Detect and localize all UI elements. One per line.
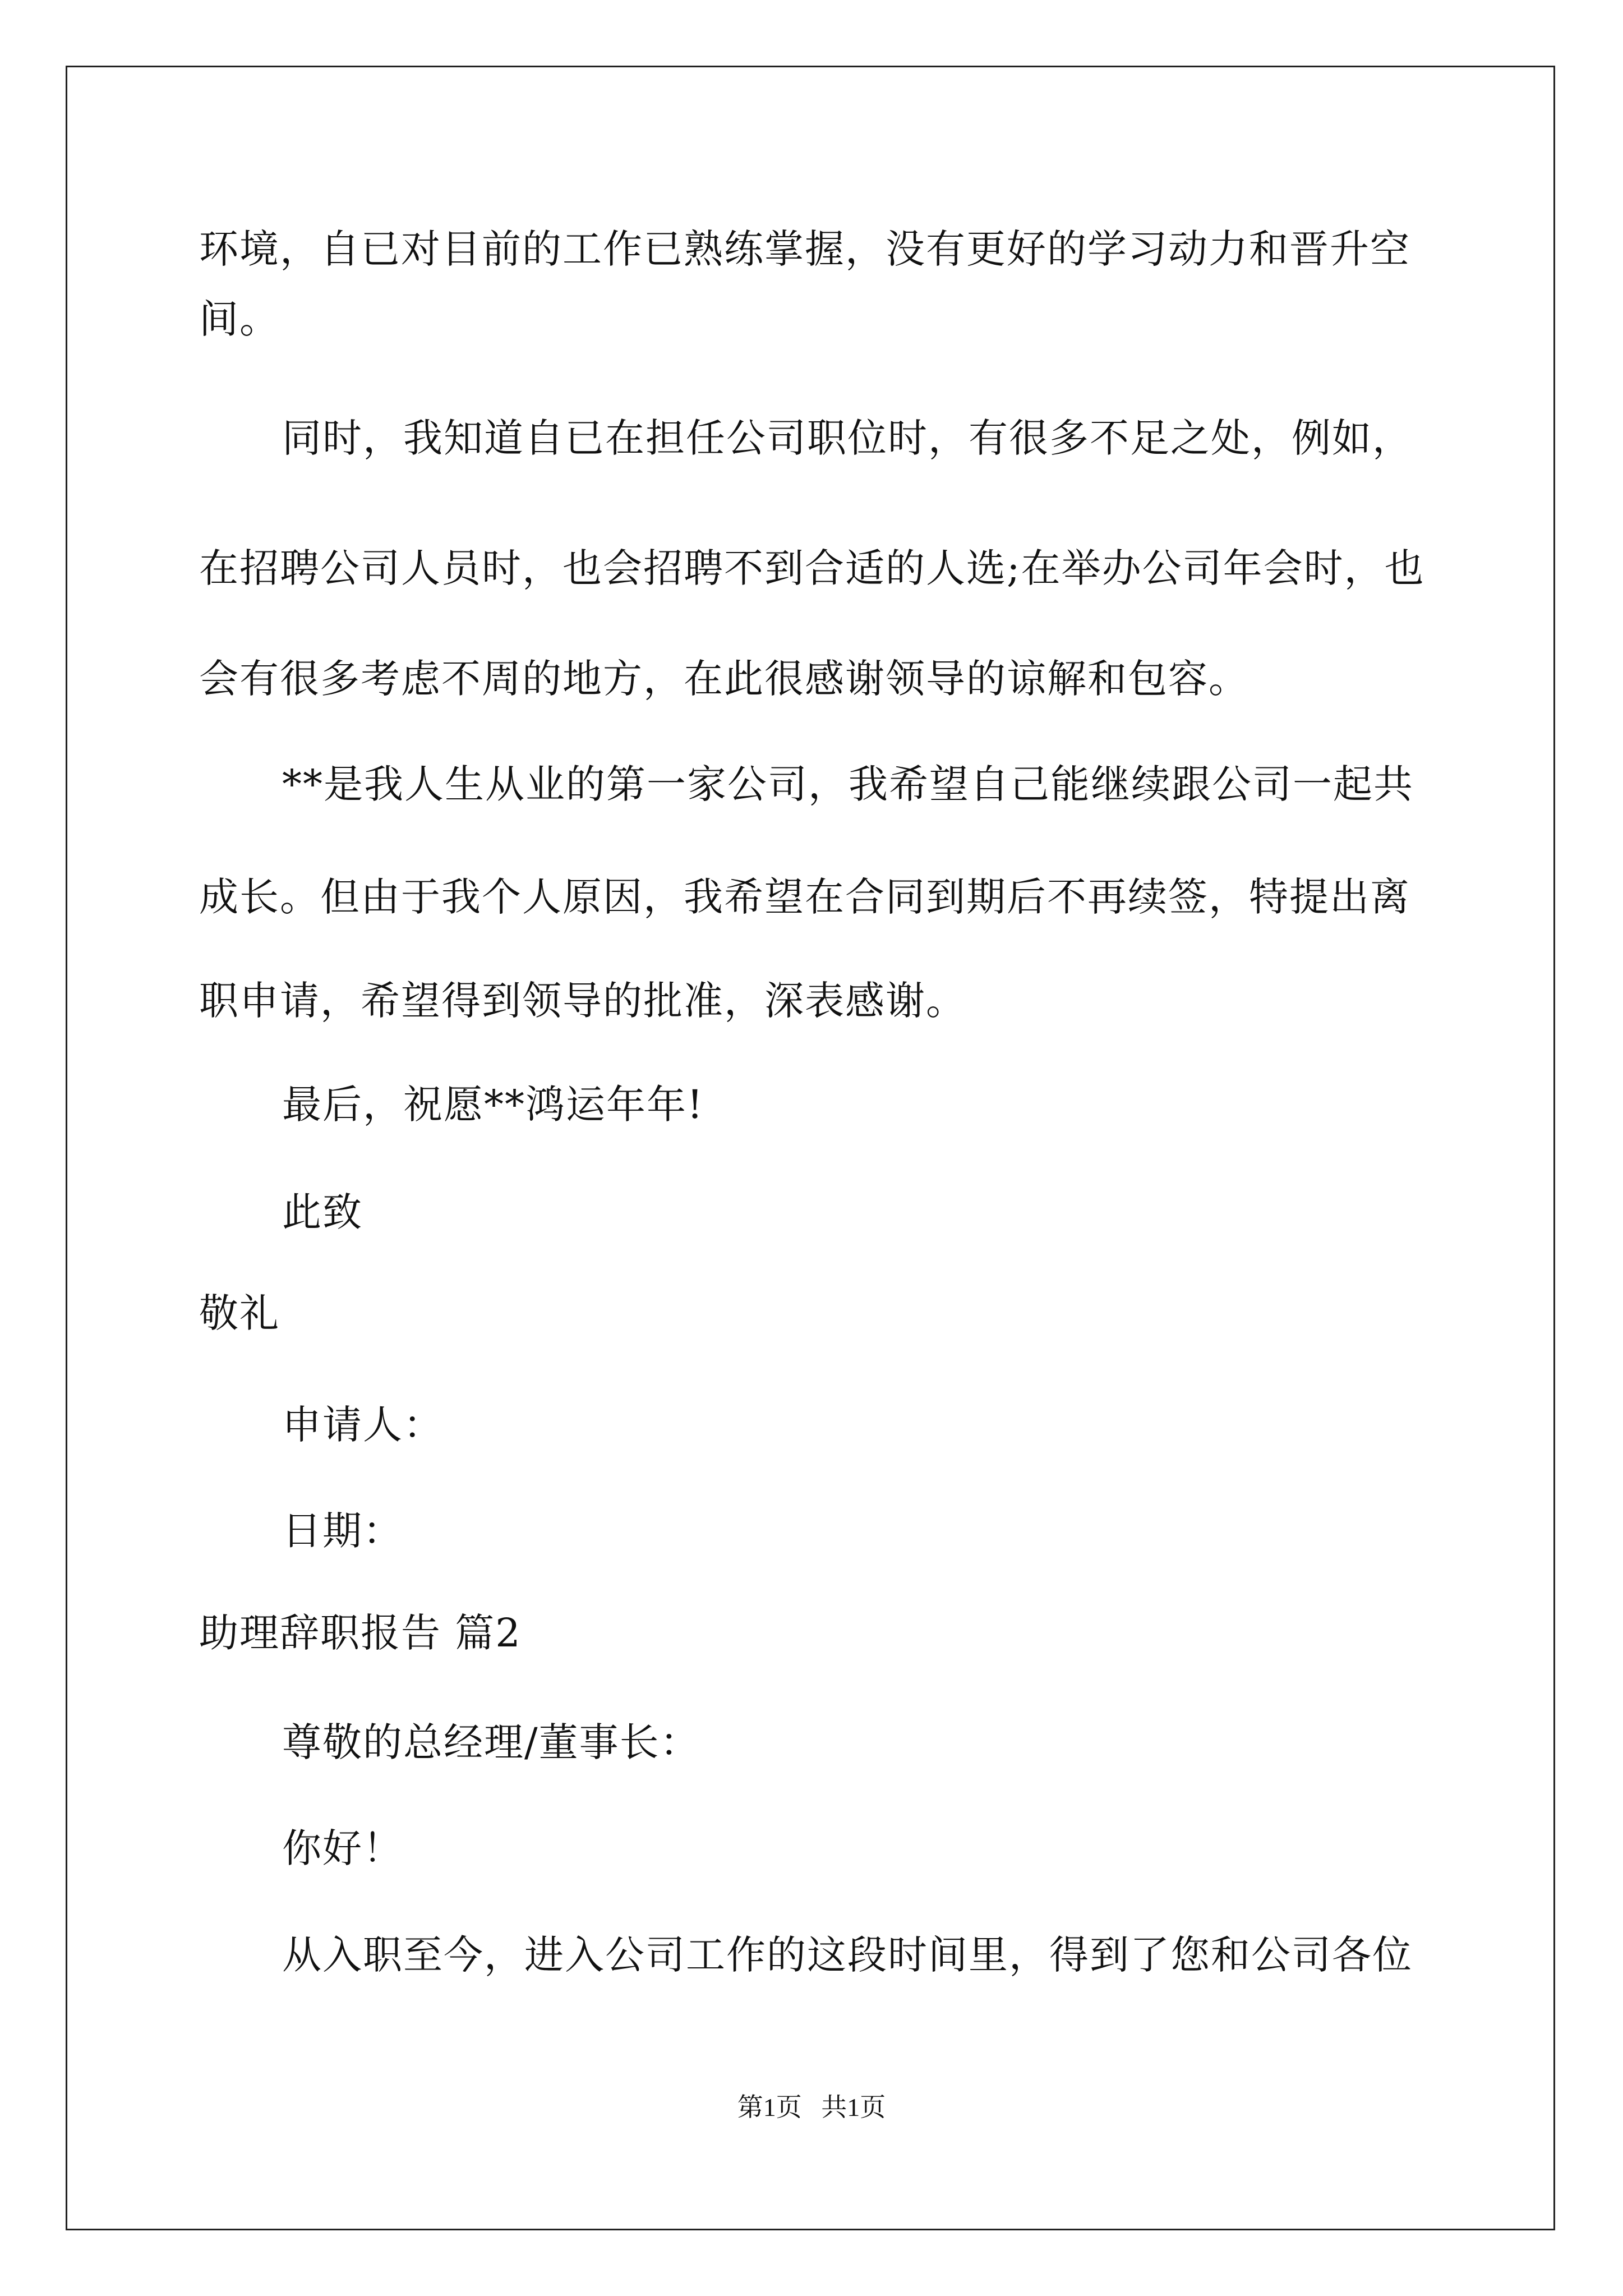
- body-line-8: 职申请，希望得到领导的批准，深表感谢。: [199, 978, 966, 1024]
- body-line-7: 成长。但由于我个人原因，我希望在合同到期后不再续签，特提出离: [199, 874, 1410, 920]
- greeting-recipient: 尊敬的总经理/董事长：: [282, 1719, 700, 1765]
- body-line-5: 会有很多考虑不周的地方，在此很感谢领导的谅解和包容。: [199, 656, 1249, 702]
- body-line-10: 从入职至今，进入公司工作的这段时间里，得到了您和公司各位: [282, 1932, 1413, 1978]
- body-line-6: **是我人生从业的第一家公司，我希望自己能继续跟公司一起共: [282, 761, 1414, 807]
- body-line-3: 同时，我知道自已在担任公司职位时，有很多不足之处，例如，: [282, 415, 1413, 461]
- body-line-2: 间。: [199, 296, 280, 342]
- page-border: [66, 66, 1555, 2230]
- page-indicator: 第1页 共1页: [737, 2093, 886, 2122]
- body-line-1: 环境，自已对目前的工作已熟练掌握，没有更好的学习动力和晋升空: [199, 226, 1410, 272]
- section-heading: 助理辞职报告 篇2: [199, 1610, 522, 1656]
- greeting: 你好！: [282, 1825, 403, 1871]
- closing-regards: 敬礼: [199, 1290, 280, 1336]
- date-label: 日期：: [282, 1508, 403, 1554]
- body-line-9: 最后，祝愿**鸿运年年!: [282, 1082, 704, 1128]
- body-line-4: 在招聘公司人员时，也会招聘不到合适的人选;在举办公司年会时，也: [199, 545, 1425, 591]
- applicant-label: 申请人：: [282, 1402, 444, 1448]
- closing-salutation: 此致: [282, 1189, 363, 1235]
